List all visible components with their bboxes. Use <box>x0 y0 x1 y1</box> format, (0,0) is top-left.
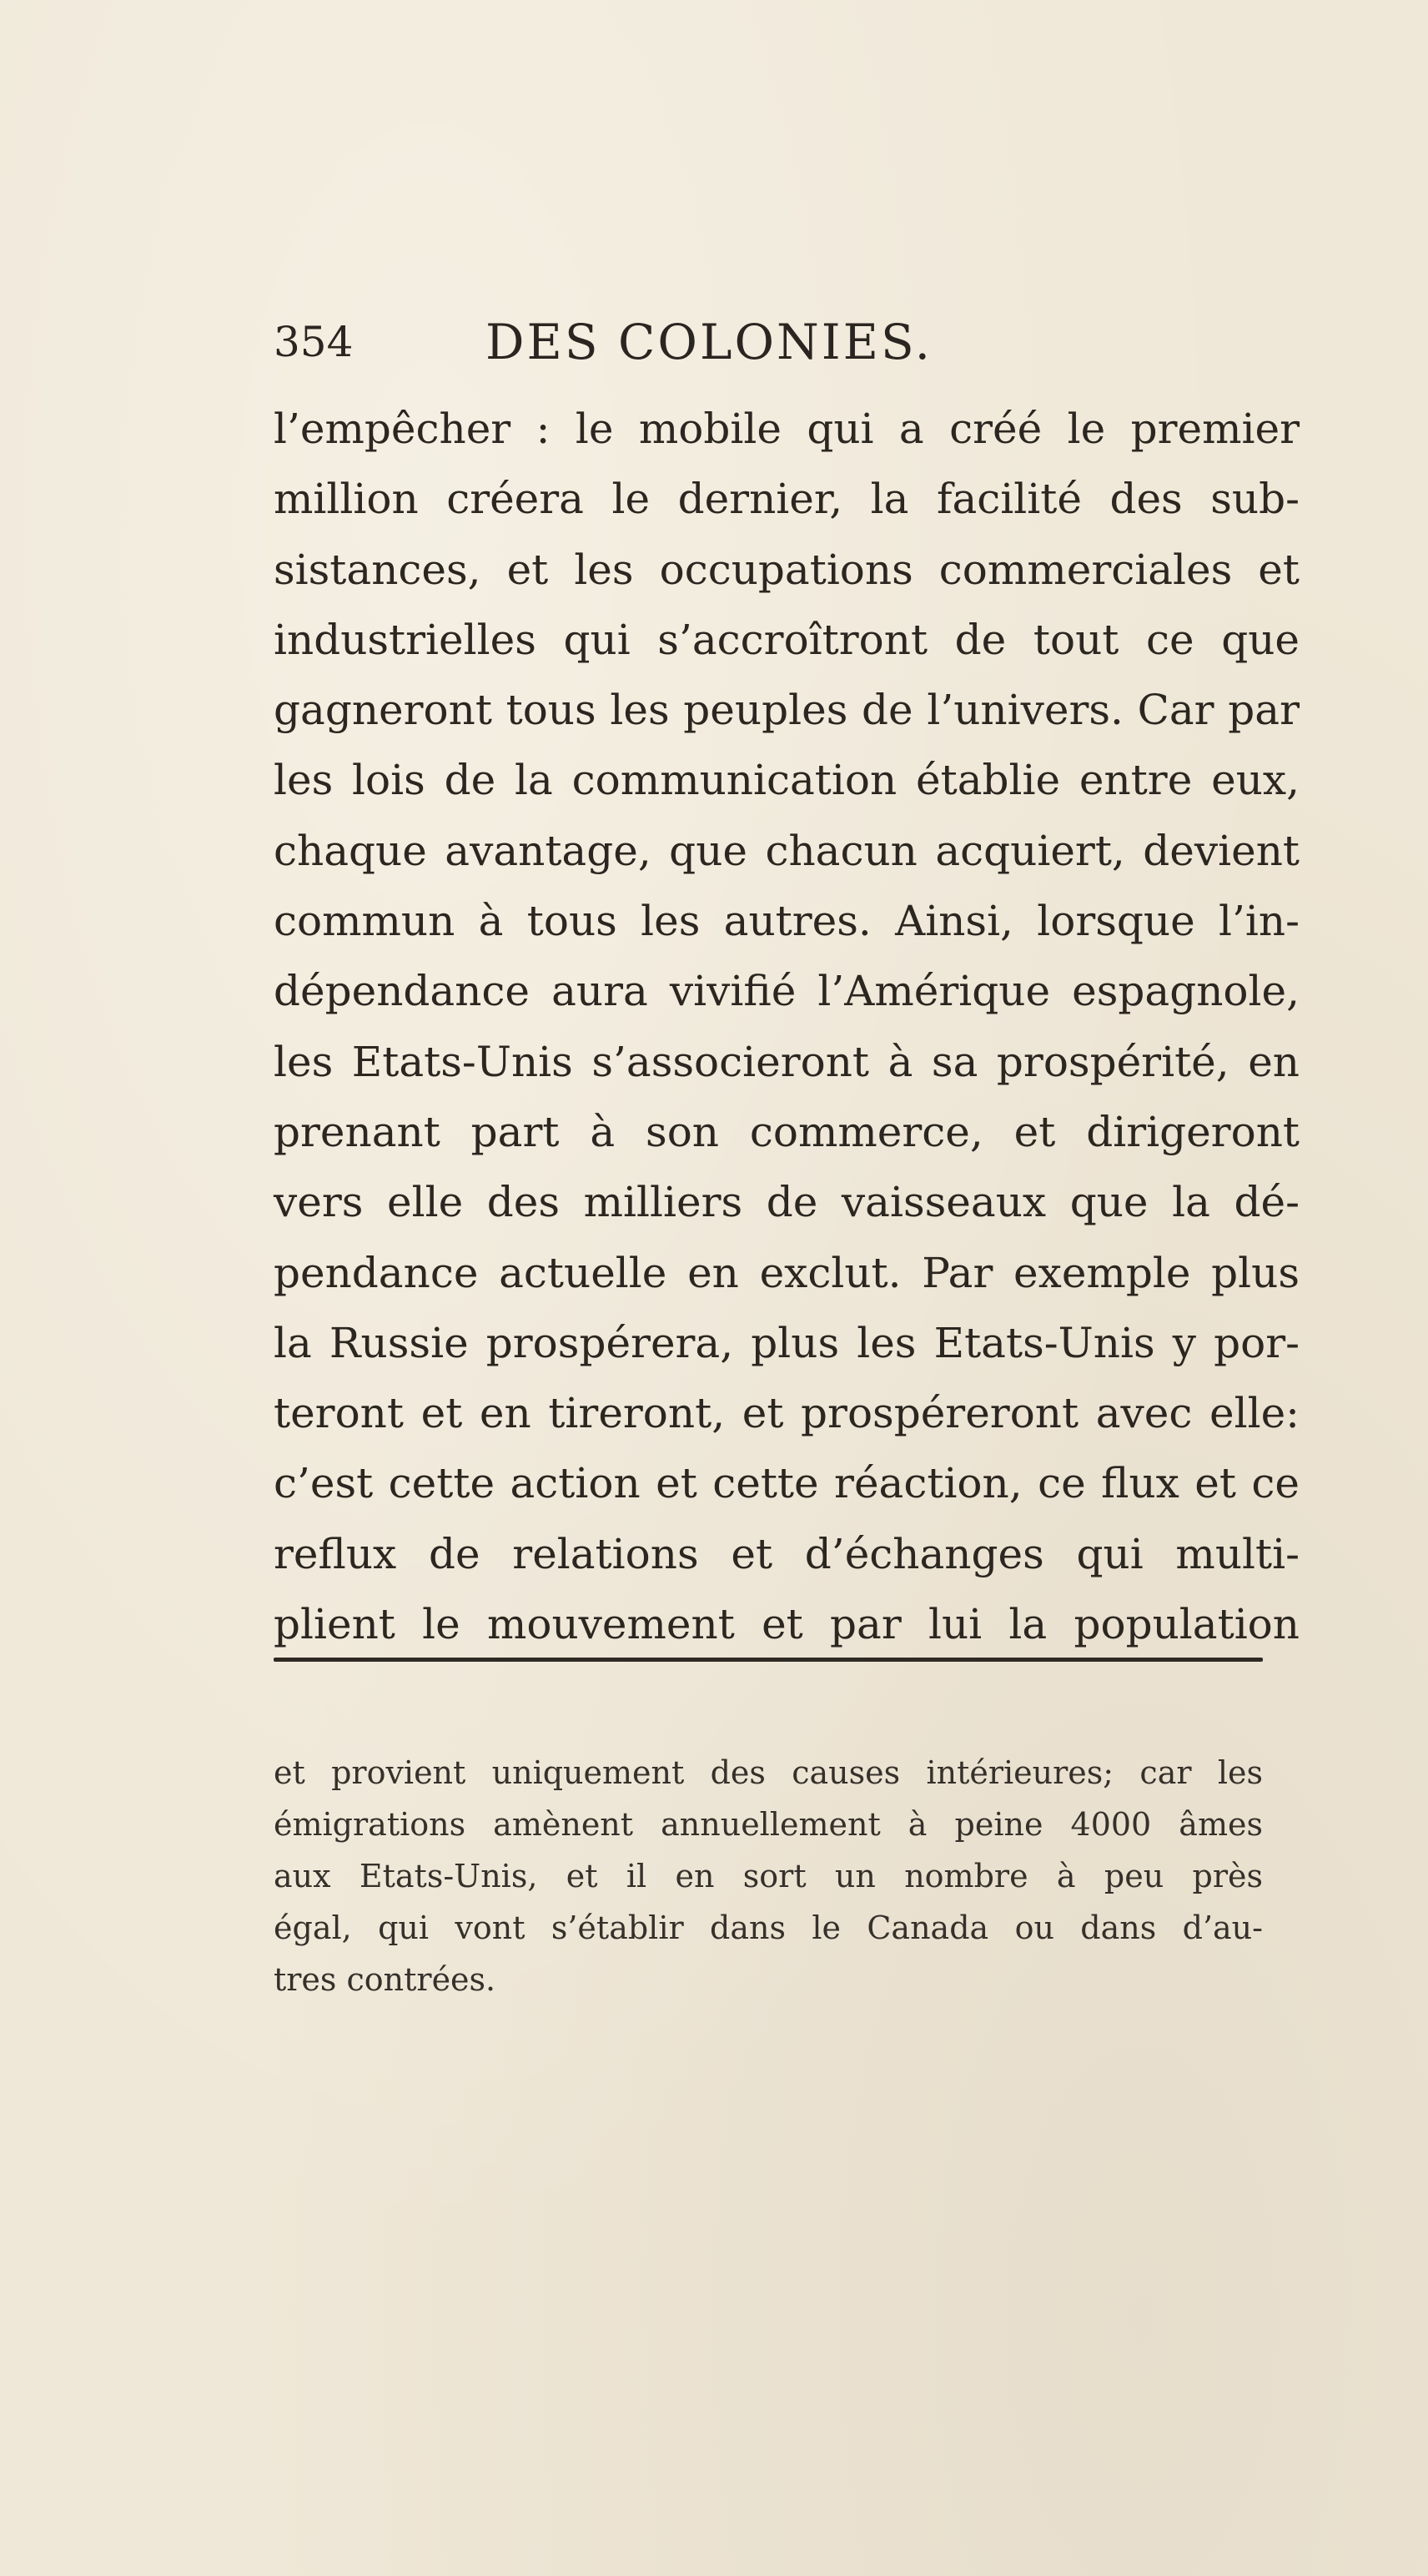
footnote-line: égal, qui vont s’établir dans le Canada ou dans d’au- <box>274 1909 1263 1946</box>
text-line: plient le mouvement et par lui la population <box>274 1600 1300 1649</box>
footnote-divider <box>274 1658 1263 1662</box>
text-line: la Russie prospérera, plus les Etats-Unis y por- <box>274 1318 1300 1367</box>
text-line: prenant part à son commerce, et dirigeront <box>274 1107 1300 1156</box>
text-line: vers elle des milliers de vaisseaux que la dé- <box>274 1178 1300 1227</box>
text-line: c’est cette action et cette réaction, ce flux et ce <box>274 1459 1300 1508</box>
text-line: million créera le dernier, la facilité des sub- <box>274 475 1300 524</box>
main-text <box>274 394 1300 1659</box>
text-line: teront et en tireront, et prospéreront avec elle: <box>274 1389 1300 1438</box>
text-line: dépendance aura vivifié l’Amérique espagnole, <box>274 967 1300 1016</box>
text-line: sistances, et les occupations commerciales et <box>274 545 1300 594</box>
footnote-line: émigrations amènent annuellement à peine 4000 âmes <box>274 1806 1263 1843</box>
footnote <box>274 1747 1263 2005</box>
footnote-line: tres contrées. <box>274 1961 496 1998</box>
text-line: reflux de relations et d’échanges qui multi- <box>274 1529 1300 1578</box>
footnote-line: aux Etats-Unis, et il en sort un nombre à peu près <box>274 1858 1263 1894</box>
running-head: DES COLONIES. <box>485 314 933 370</box>
text-line: l’empêcher : le mobile qui a créé le premier <box>274 405 1300 453</box>
text-line: industrielles qui s’accroîtront de tout ce que <box>274 615 1300 664</box>
text-line: pendance actuelle en exclut. Par exemple plus <box>274 1248 1300 1297</box>
text-line: chaque avantage, que chacun acquiert, devient <box>274 826 1300 875</box>
text-line: commun à tous les autres. Ainsi, lorsque l’in- <box>274 897 1300 946</box>
page-header <box>274 309 1300 375</box>
footnote-line: et provient uniquement des causes intérieures; car les <box>274 1754 1263 1791</box>
text-line: les Etats-Unis s’associeront à sa prospérité, en <box>274 1037 1300 1086</box>
text-line: les lois de la communication établie entre eux, <box>274 756 1300 805</box>
text-line: gagneront tous les peuples de l’univers. Car par <box>274 686 1300 735</box>
page-number: 354 <box>274 318 354 366</box>
